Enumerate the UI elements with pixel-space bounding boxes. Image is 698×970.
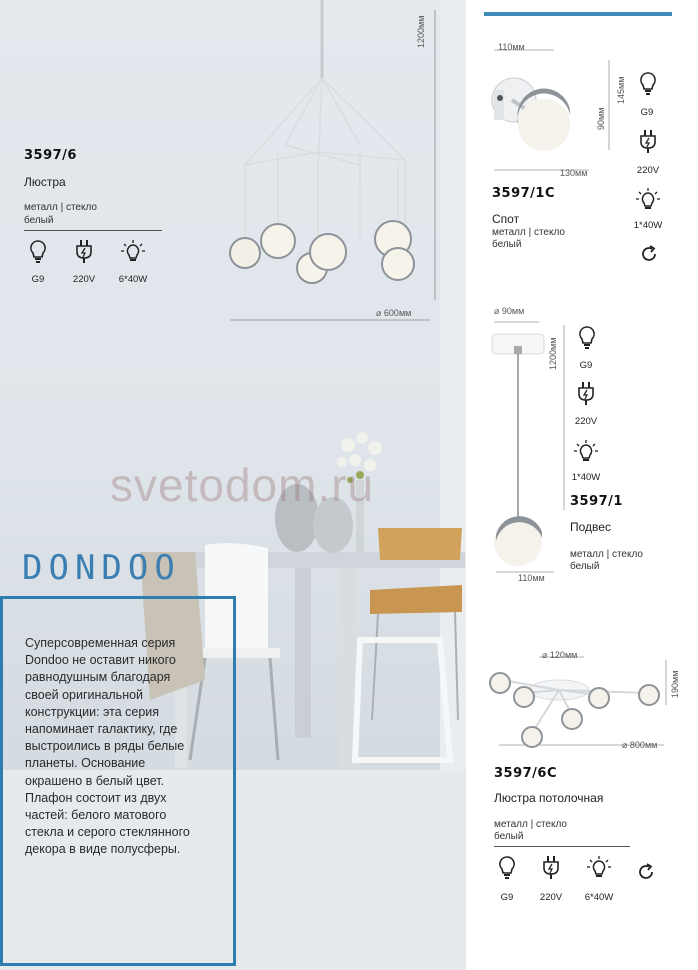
pendant-height-label: 1200мм — [548, 337, 558, 370]
watermark: svetodom.ru — [110, 459, 375, 511]
spot-height-label: 145мм — [616, 76, 626, 104]
ceiling-socket-label: G9 — [500, 892, 514, 903]
bulb-icon — [578, 326, 596, 350]
ceiling-diameter-label: ⌀ 800мм — [622, 740, 658, 750]
ceiling-height-label: 190мм — [670, 670, 680, 698]
pendant-name: Подвес — [570, 520, 611, 534]
top-accent-bar — [484, 12, 672, 16]
pendant-power-label: 1*40W — [571, 472, 601, 483]
chandelier-height-label: 1200мм — [416, 15, 426, 48]
series-title: DONDOO — [22, 548, 181, 588]
power-bulb-icon — [586, 856, 612, 880]
ceiling-name: Люстра потолочная — [494, 791, 604, 805]
spot-length-label: 130мм — [560, 168, 588, 178]
spot-voltage-label: 220V — [636, 165, 660, 176]
ceiling-illustration — [484, 645, 684, 755]
plug-icon — [576, 382, 596, 406]
chandelier-diameter-label: ⌀ 600мм — [376, 308, 412, 318]
spot-color: белый — [492, 239, 522, 250]
pendant-canopy-value: 90мм — [501, 306, 525, 316]
divider — [494, 846, 630, 847]
product-color: белый — [24, 215, 54, 226]
socket-label: G9 — [31, 274, 45, 285]
ceiling-diameter-value: 800мм — [629, 740, 658, 750]
spot-material: металл | стекло — [492, 227, 565, 238]
pendant-material: металл | стекло — [570, 549, 643, 560]
bulb-icon — [498, 856, 516, 880]
pendant-code: 3597/1 — [570, 494, 623, 509]
pendant-color: белый — [570, 561, 600, 572]
product-code: 3597/6 — [24, 148, 77, 163]
spot-width-label: 110мм — [498, 42, 525, 52]
ceiling-code: 3597/6C — [494, 766, 558, 781]
ceiling-base-value: 120мм — [549, 650, 578, 660]
power-bulb-icon — [120, 240, 146, 264]
spot-name: Спот — [492, 212, 520, 226]
plug-icon — [541, 856, 561, 880]
chandelier-diameter-value: 600мм — [383, 308, 412, 318]
ceiling-voltage-label: 220V — [539, 892, 563, 903]
ceiling-material: металл | стекло — [494, 819, 567, 830]
pendant-voltage-label: 220V — [574, 416, 598, 427]
power-bulb-icon — [635, 188, 661, 212]
plug-icon — [638, 130, 658, 154]
voltage-label: 220V — [72, 274, 96, 285]
bulb-icon — [639, 72, 657, 96]
plug-icon — [74, 240, 94, 264]
rotate-icon — [636, 862, 656, 882]
divider — [24, 230, 162, 231]
spot-depth-label: 90мм — [596, 107, 606, 130]
bulb-icon — [29, 240, 47, 264]
pendant-socket-label: G9 — [579, 360, 593, 371]
product-material: металл | стекло — [24, 202, 97, 213]
power-label: 6*40W — [118, 274, 148, 285]
power-bulb-icon — [573, 440, 599, 464]
rotate-icon — [639, 244, 659, 264]
ceiling-base-label: ⌀ 120мм — [542, 650, 578, 660]
series-description: Суперсовременная серия Dondoo не оставит никого равнодушным благодаря своей оригинальной конструкции: эта серия напоминает галактику, где выстроились в ряды белые планеты. Основание окрашено в белый цвет. Плафон состоит из двух частей: белого матового стекла и серого стеклянного декора в виде полусферы. — [25, 636, 190, 857]
pendant-canopy-label: ⌀ 90мм — [494, 306, 525, 316]
spot-socket-label: G9 — [640, 107, 654, 118]
ceiling-color: белый — [494, 831, 524, 842]
ceiling-power-label: 6*40W — [584, 892, 614, 903]
spot-power-label: 1*40W — [633, 220, 663, 231]
spot-code: 3597/1C — [492, 186, 556, 201]
pendant-shade-label: 110мм — [518, 573, 545, 583]
product-name: Люстра — [24, 175, 66, 189]
